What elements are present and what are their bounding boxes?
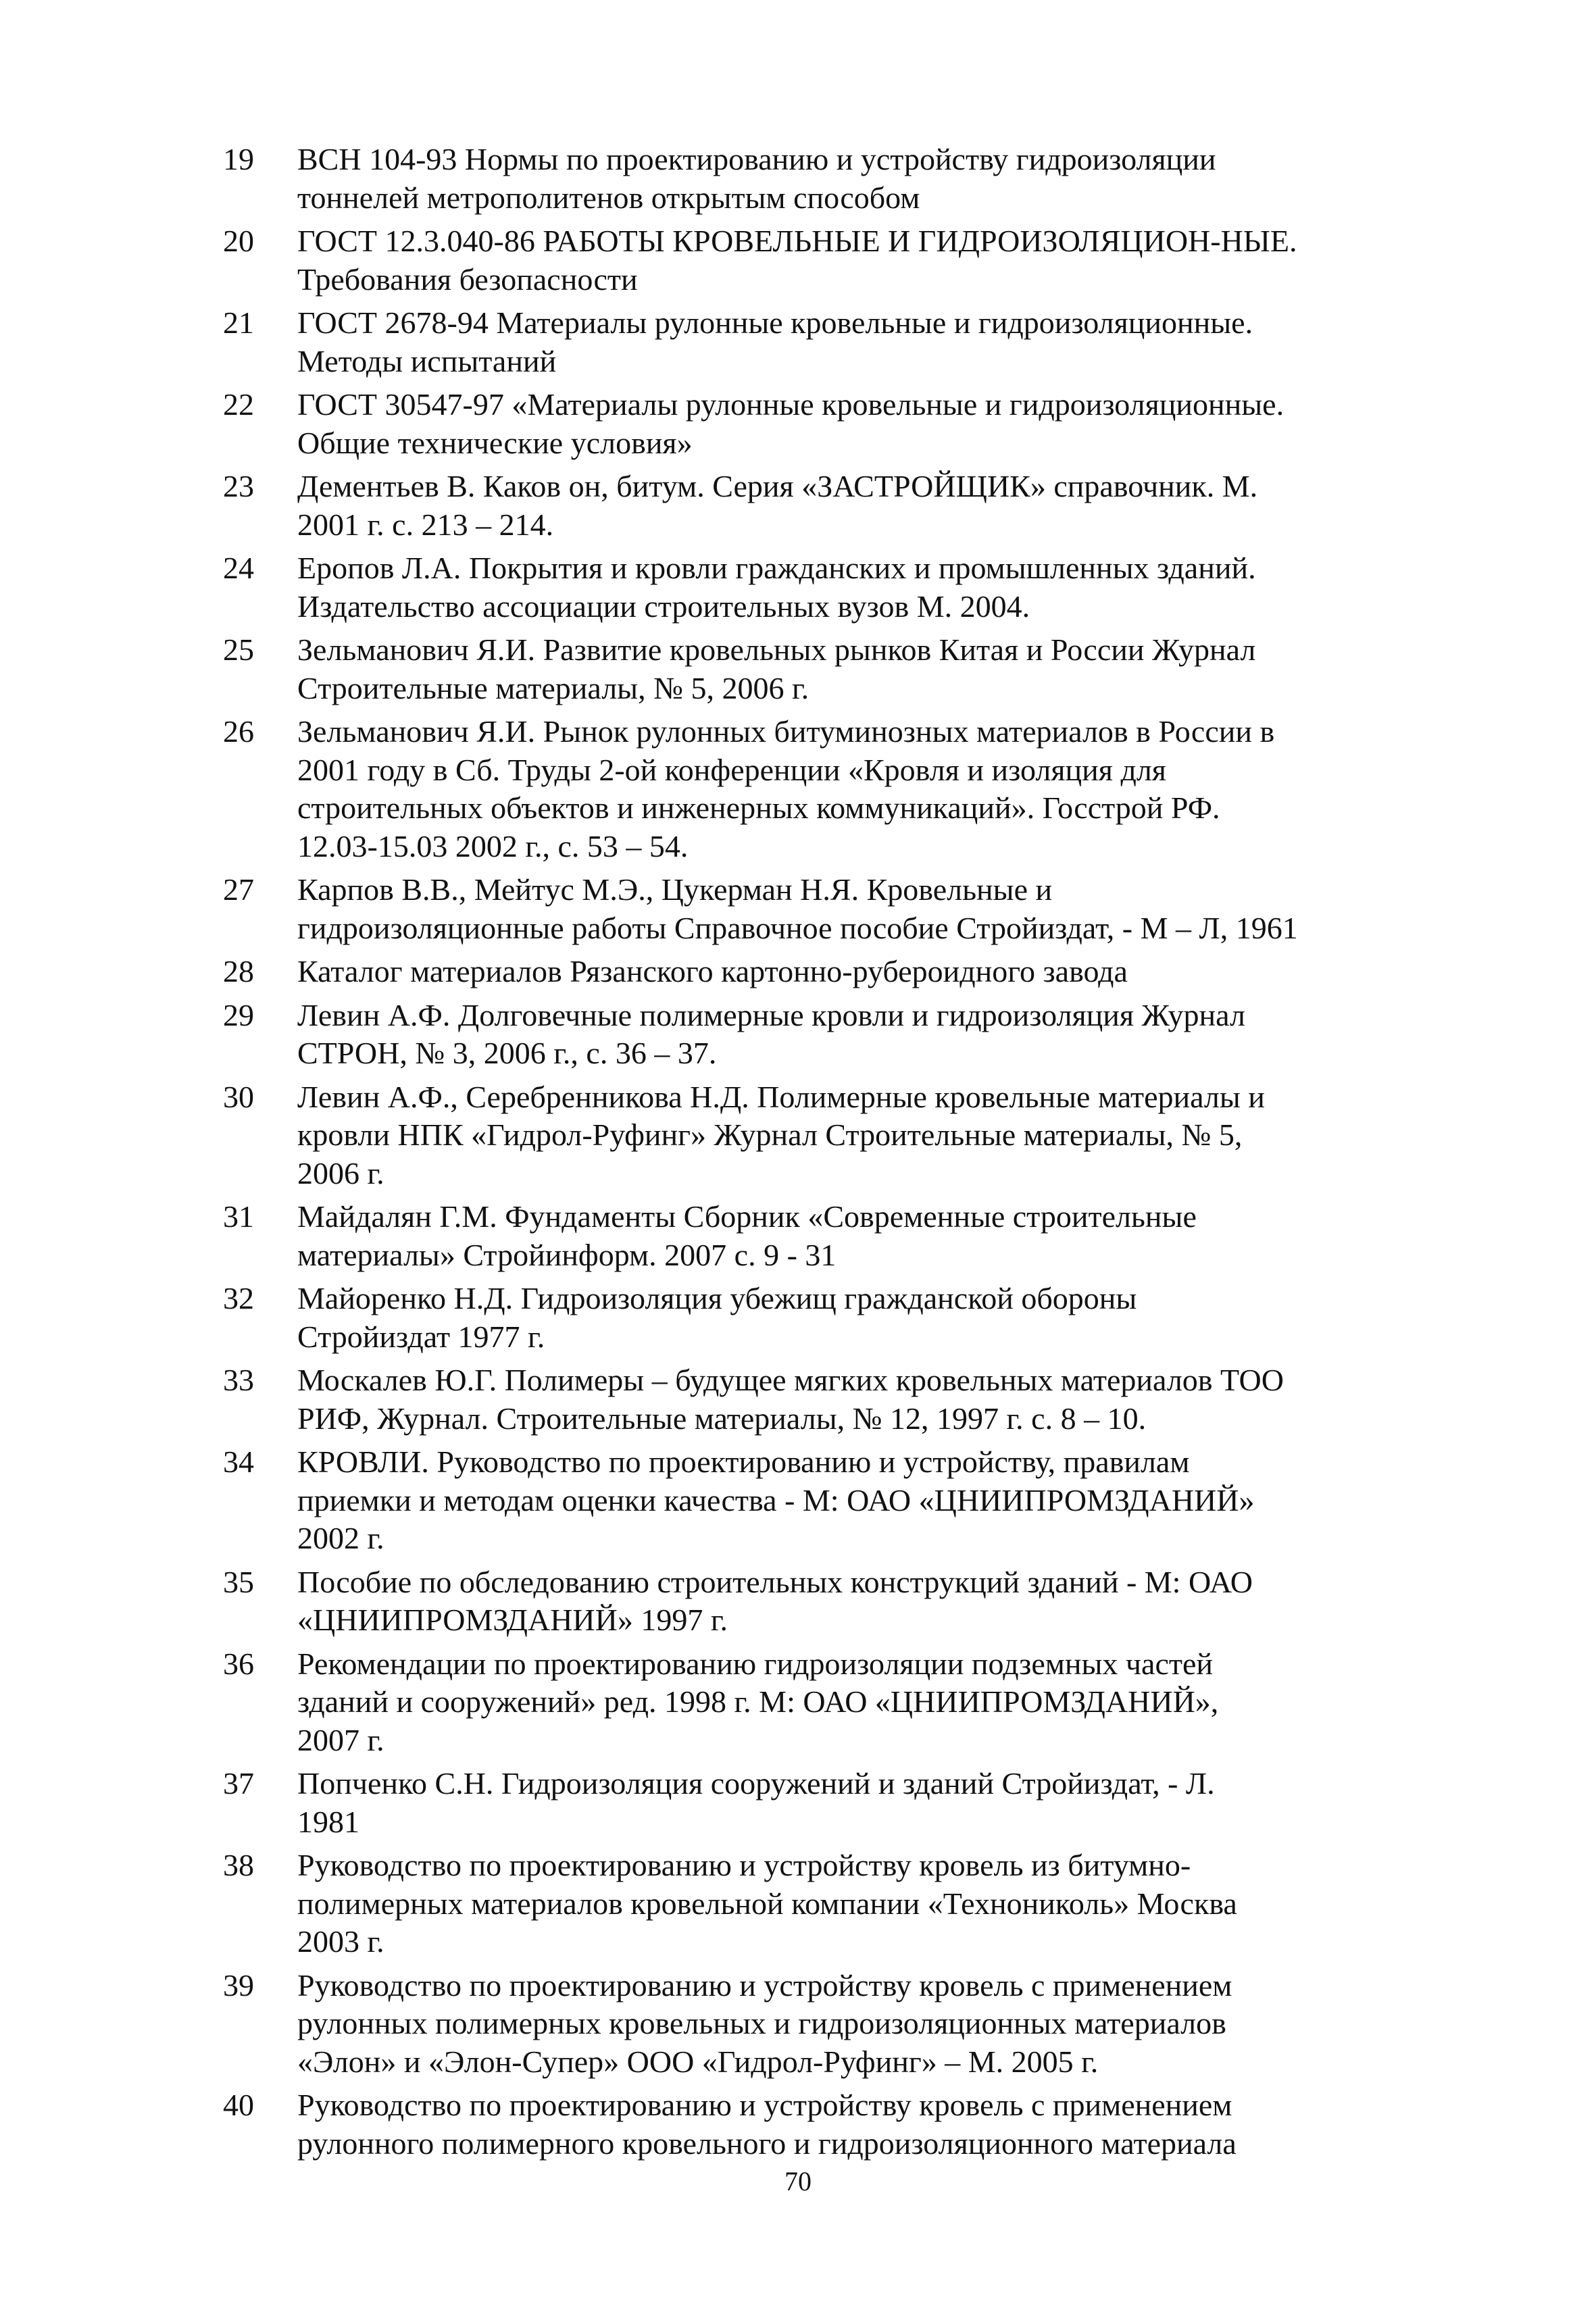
reference-number: 29 — [223, 997, 254, 1032]
reference-item — [223, 1361, 1392, 1438]
reference-number: 40 — [223, 2088, 254, 2122]
reference-item — [223, 468, 1392, 544]
reference-item — [223, 1765, 1392, 1841]
reference-item — [223, 713, 1392, 865]
reference-text: Левин А.Ф., Серебренникова Н.Д. Полимерные кровельные материалы и кровли НПК «Гидрол-Руфинг» Журнал Строительные материалы, № 5, 2006 г. — [297, 1079, 1265, 1190]
reference-text: Карпов В.В., Мейтус М.Э., Цукерман Н.Я. Кровельные и гидроизоляционные работы Справочное пособие Стройиздат, - М – Л, 1961 — [297, 872, 1298, 945]
reference-item — [223, 1967, 1392, 2082]
reference-item — [223, 1443, 1392, 1558]
reference-item — [223, 1645, 1392, 1760]
reference-number: 36 — [223, 1646, 254, 1681]
reference-text: Руководство по проектированию и устройству кровель с применением рулонного полимерного кровельного и гидроизоляционного материала — [297, 2088, 1237, 2161]
reference-number: 19 — [223, 142, 254, 176]
reference-text: КРОВЛИ. Руководство по проектированию и устройству, правилам приемки и методам оценки качества - М: ОАО «ЦНИИПРОМЗДАНИЙ» 2002 г. — [297, 1444, 1255, 1555]
reference-item — [223, 1078, 1392, 1193]
reference-text: Руководство по проектированию и устройству кровель с применением рулонных полимерных кровельных и гидроизоляционных материалов «Элон» и «Элон-Супер» ООО «Гидрол-Руфинг» – М. 2005 г. — [297, 1967, 1232, 2079]
reference-text: Каталог материалов Рязанского картонно-рубероидного завода — [297, 954, 1128, 988]
reference-text: Зельманович Я.И. Развитие кровельных рынков Китая и России Журнал Строительные материалы, № 5, 2006 г. — [297, 632, 1256, 705]
reference-text: Москалев Ю.Г. Полимеры – будущее мягких кровельных материалов ТОО РИФ, Журнал. Строительные материалы, № 12, 1997 г. с. 8 – 10. — [297, 1363, 1284, 1436]
reference-number: 26 — [223, 714, 254, 749]
reference-item — [223, 2086, 1392, 2163]
reference-text: ГОСТ 2678-94 Материалы рулонные кровельные и гидроизоляционные. Методы испытаний — [297, 305, 1253, 378]
reference-item — [223, 386, 1392, 462]
reference-text: Дементьев В. Каков он, битум. Серия «ЗАСТРОЙЩИК» справочник. М. 2001 г. с. 213 – 214. — [297, 469, 1258, 542]
reference-text: Зельманович Я.И. Рынок рулонных битуминозных материалов в России в 2001 году в Сб. Труды 2-ой конференции «Кровля и изоляция для строительных объектов и инженерных коммуникаций». Госстрой РФ. 12.03-15.03 2002 г., с. 53 – 54. — [297, 714, 1275, 863]
reference-number: 39 — [223, 1967, 254, 2003]
reference-text: ВСН 104-93 Нормы по проектированию и устройству гидроизоляции тоннелей метрополитенов открытым способом — [297, 142, 1216, 215]
reference-text: Пособие по обследованию строительных конструкций зданий - М: ОАО «ЦНИИПРОМЗДАНИЙ» 1997 г. — [297, 1564, 1253, 1637]
reference-number: 25 — [223, 632, 254, 667]
reference-number: 35 — [223, 1564, 254, 1599]
reference-number: 21 — [223, 305, 254, 340]
reference-number: 22 — [223, 387, 254, 422]
reference-number: 31 — [223, 1199, 254, 1234]
reference-item — [223, 953, 1392, 991]
reference-number: 38 — [223, 1848, 254, 1882]
reference-number: 33 — [223, 1363, 254, 1397]
reference-item — [223, 304, 1392, 380]
reference-item — [223, 1198, 1392, 1274]
reference-text: Рекомендации по проектированию гидроизоляции подземных частей зданий и сооружений» ред. 1998 г. М: ОАО «ЦНИИПРОМЗДАНИЙ», 2007 г. — [297, 1646, 1219, 1757]
reference-item — [223, 631, 1392, 707]
reference-number: 37 — [223, 1766, 254, 1801]
reference-number: 32 — [223, 1281, 254, 1315]
page-number: 70 — [784, 2166, 812, 2196]
reference-number: 34 — [223, 1444, 254, 1479]
reference-item — [223, 1280, 1392, 1356]
reference-text: ГОСТ 12.3.040-86 РАБОТЫ КРОВЕЛЬНЫЕ И ГИДРОИЗОЛЯЦИОН-НЫЕ. Требования безопасности — [297, 224, 1297, 297]
reference-item — [223, 1846, 1392, 1961]
reference-text: Руководство по проектированию и устройству кровель из битумно- полимерных материалов кровельной компании «Технониколь» Москва 2003 г. — [297, 1848, 1237, 1959]
reference-number: 30 — [223, 1079, 254, 1114]
reference-text: Майдалян Г.М. Фундаменты Сборник «Современные строительные материалы» Стройинформ. 2007 с. 9 - 31 — [297, 1199, 1197, 1272]
reference-item — [223, 141, 1392, 217]
reference-item — [223, 549, 1392, 626]
reference-text: Еропов Л.А. Покрытия и кровли гражданских и промышленных зданий. Издательство ассоциации строительных вузов М. 2004. — [297, 551, 1256, 624]
reference-item — [223, 1563, 1392, 1640]
reference-text: Попченко С.Н. Гидроизоляция сооружений и зданий Стройиздат, - Л. 1981 — [297, 1766, 1215, 1839]
reference-item — [223, 222, 1392, 299]
reference-number: 24 — [223, 551, 254, 585]
reference-number: 28 — [223, 954, 254, 988]
reference-text: Майоренко Н.Д. Гидроизоляция убежищ гражданской обороны Стройиздат 1977 г. — [297, 1281, 1137, 1354]
reference-list — [223, 141, 1392, 2168]
reference-item — [223, 871, 1392, 947]
reference-text: Левин А.Ф. Долговечные полимерные кровли и гидроизоляция Журнал СТРОН, № 3, 2006 г., с. 36 – 37. — [297, 997, 1245, 1070]
reference-number: 23 — [223, 469, 254, 503]
reference-item — [223, 997, 1392, 1073]
reference-text: ГОСТ 30547-97 «Материалы рулонные кровельные и гидроизоляционные. Общие технические условия» — [297, 387, 1285, 460]
reference-number: 27 — [223, 872, 254, 907]
reference-number: 20 — [223, 224, 254, 258]
